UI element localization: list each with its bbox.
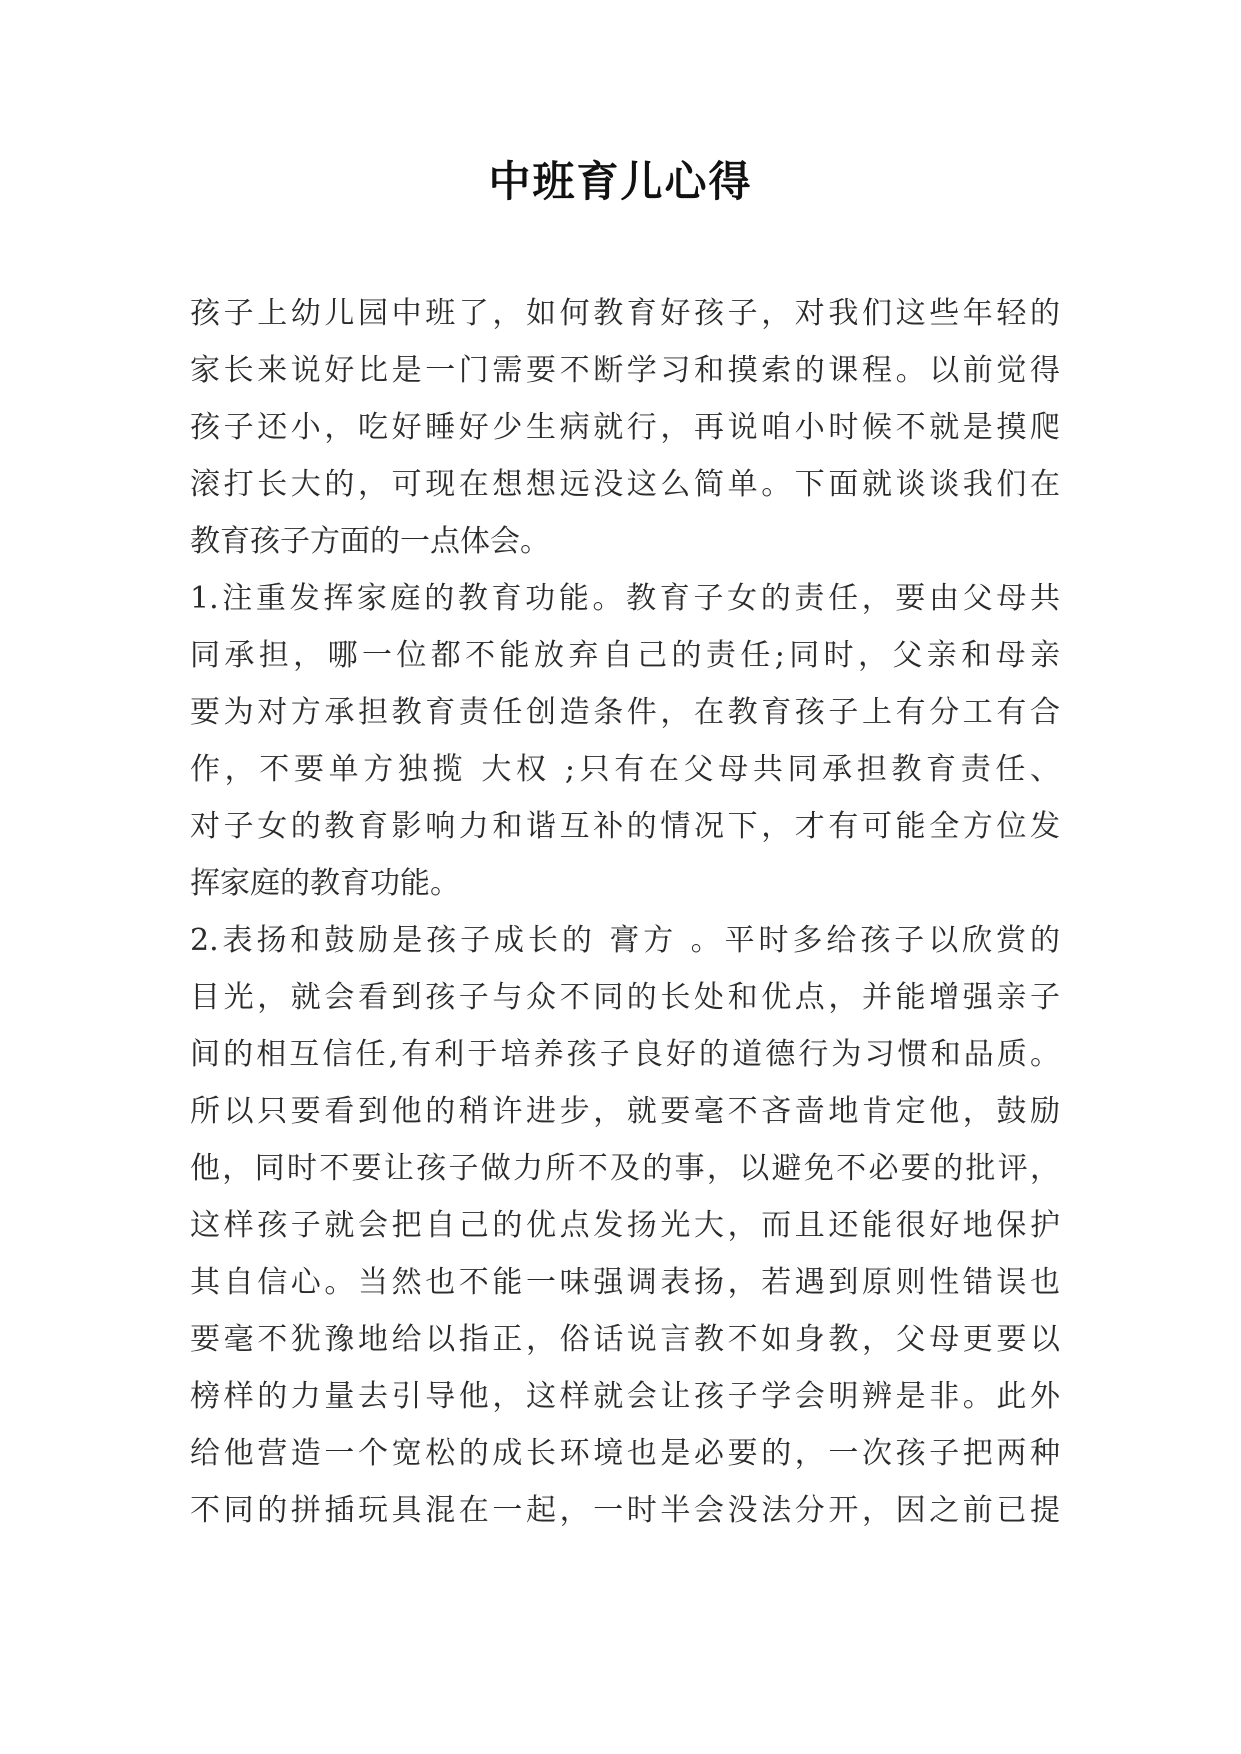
text-line: 给他营造一个宽松的成长环境也是必要的，一次孩子把两种 [190, 1436, 1060, 1471]
text-line: 孩子上幼儿园中班了，如何教育好孩子，对我们这些年轻的 [190, 296, 1060, 331]
text-line: 榜样的力量去引导他，这样就会让孩子学会明辨是非。此外 [190, 1379, 1060, 1414]
text-line: 他，同时不要让孩子做力所不及的事，以避免不必要的批评， [190, 1151, 1060, 1186]
text-line: 挥家庭的教育功能。 [190, 866, 460, 901]
text-line: 对子女的教育影响力和谐互补的情况下，才有可能全方位发 [190, 809, 1060, 844]
text-line: 孩子还小，吃好睡好少生病就行，再说咱小时候不就是摸爬 [190, 410, 1060, 445]
text-line: 要为对方承担教育责任创造条件，在教育孩子上有分工有合 [190, 695, 1060, 730]
text-line: 作，不要单方独揽 大权 ;只有在父母共同承担教育责任、 [190, 752, 1060, 787]
text-line: 家长来说好比是一门需要不断学习和摸索的课程。以前觉得 [190, 353, 1060, 388]
document-body [190, 285, 1060, 1539]
text-line: 要毫不犹豫地给以指正，俗话说言教不如身教，父母更要以 [190, 1322, 1060, 1357]
document-title: 中班育儿心得 [488, 157, 753, 206]
text-line: 教育孩子方面的一点体会。 [190, 524, 550, 559]
text-line: 2.表扬和鼓励是孩子成长的 膏方 。平时多给孩子以欣赏的 [190, 923, 1060, 958]
text-line: 滚打长大的，可现在想想远没这么简单。下面就谈谈我们在 [190, 467, 1060, 502]
text-line: 间的相互信任,有利于培养孩子良好的道德行为习惯和品质。 [190, 1037, 1060, 1072]
text-line: 不同的拼插玩具混在一起，一时半会没法分开，因之前已提 [190, 1493, 1060, 1528]
text-line: 其自信心。当然也不能一味强调表扬，若遇到原则性错误也 [190, 1265, 1060, 1300]
text-line: 1.注重发挥家庭的教育功能。教育子女的责任，要由父母共 [190, 581, 1060, 616]
text-line: 同承担，哪一位都不能放弃自己的责任;同时，父亲和母亲 [190, 638, 1060, 673]
text-line: 目光，就会看到孩子与众不同的长处和优点，并能增强亲子 [190, 980, 1060, 1015]
text-line: 所以只要看到他的稍许进步，就要毫不吝啬地肯定他，鼓励 [190, 1094, 1060, 1129]
text-line: 这样孩子就会把自己的优点发扬光大，而且还能很好地保护 [190, 1208, 1060, 1243]
